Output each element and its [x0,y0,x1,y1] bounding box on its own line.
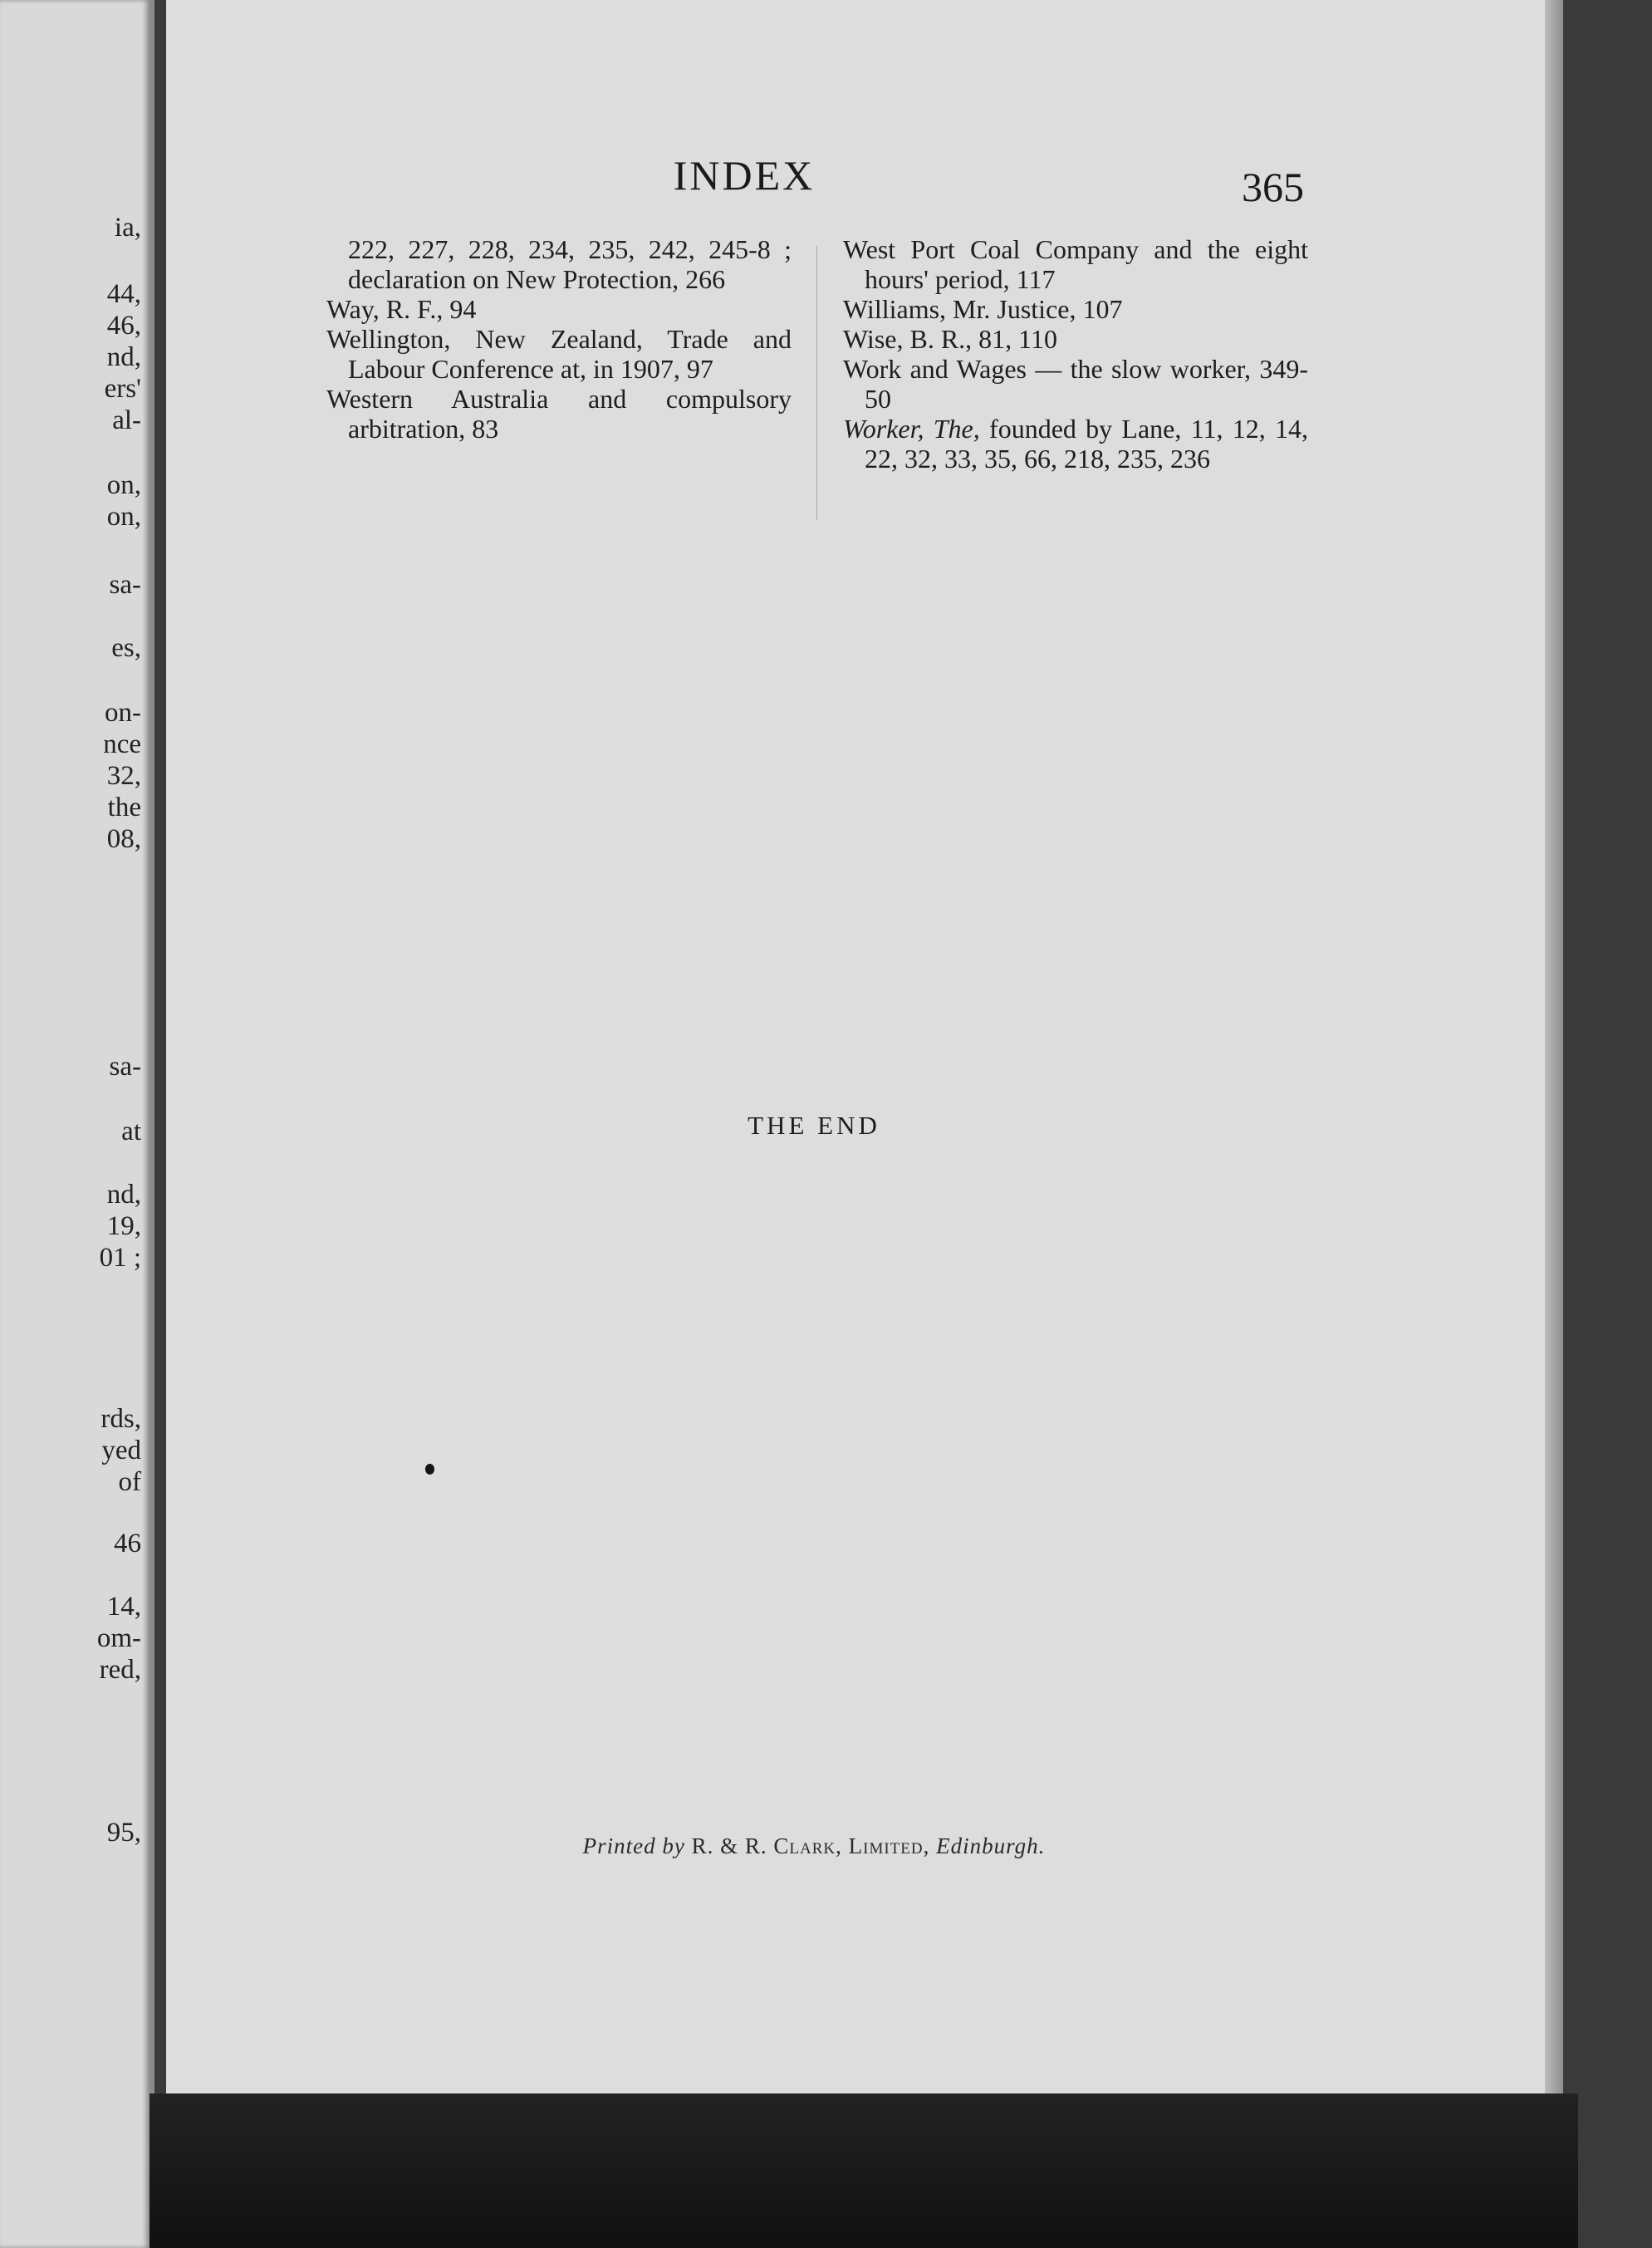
left-page-fragment: sa- [109,570,141,600]
index-entry [843,234,1308,294]
left-page-fragment: 01 ; [99,1243,141,1273]
index-entry [326,324,792,384]
index-entry [326,384,792,444]
left-page-fragment: 46 [114,1529,141,1558]
left-page-fragment: 32, [106,761,141,791]
index-entry [843,354,1308,414]
left-page-fragment: nd, [106,1180,141,1210]
column-rule [816,246,817,520]
index-column-left [326,234,792,444]
index-entry [843,414,1308,474]
index-entry-text: Wellington, New Zealand, Trade and Labour Conference at, in 1907, 97 [326,324,792,384]
index-entry [326,294,792,324]
left-page-fragment: nce [103,729,141,759]
running-head: INDEX [673,152,816,199]
index-entry-text: Work and Wages — the slow worker, 349-50 [843,354,1308,414]
the-end-text: THE END [748,1111,880,1140]
index-entry-text: Way, R. F., 94 [326,294,477,324]
index-entry [843,324,1308,354]
imprint-printed-by: Printed by [582,1833,685,1858]
page-bottom-shadow [150,2093,1578,2248]
left-page-fragment: 19, [106,1211,141,1241]
index-entry [326,234,792,294]
left-page-fragment: yed [101,1436,141,1465]
index-entry-text: 222, 227, 228, 234, 235, 242, 245-8 ; declaration on New Protection, 266 [348,234,792,294]
left-page-fragment: of [118,1467,141,1497]
index-entry-text: Western Australia and compulsory arbitration, 83 [326,384,792,444]
index-entry [843,294,1308,324]
left-page-fragment: al- [112,405,141,435]
page-edge [1545,0,1563,2093]
left-page-fragment: 44, [106,279,141,309]
left-page-fragment: 46, [106,311,141,341]
imprint-city: Edinburgh. [936,1833,1046,1858]
left-page-fragment: rds, [100,1404,141,1434]
index-entry-text: founded by Lane, 11, 12, 14, 22, 32, 33, 35, 66, 218, 235, 236 [865,414,1309,474]
index-entry-text: Wise, B. R., 81, 110 [843,324,1057,354]
left-page-fragment: es, [111,633,141,663]
left-page-fragment: on, [106,502,141,532]
left-page-strip [0,0,154,2248]
left-page-fragment: on- [105,698,141,728]
left-page-fragment: at [121,1117,141,1146]
left-page-fragment: ia, [114,213,141,243]
page-number: 365 [1242,164,1304,210]
index-column-right [843,234,1308,474]
imprint-printer: R. & R. Clark, Limited, [691,1833,930,1858]
left-page-fragment: 08, [106,824,141,854]
ink-dot [425,1464,434,1475]
index-entry-text: West Port Coal Company and the eight hours' period, 117 [843,234,1308,294]
left-page-fragment: red, [99,1655,141,1685]
printer-imprint [399,1833,1229,1859]
left-page-fragment: ers' [104,374,141,404]
left-page-fragment: 14, [106,1592,141,1622]
index-entry-title: Worker, The, [843,414,980,444]
left-page-fragment: om- [96,1623,141,1653]
left-page-fragment: nd, [106,342,141,372]
left-page-fragment: sa- [109,1052,141,1082]
index-entry-text: Williams, Mr. Justice, 107 [843,294,1123,324]
left-page-fragment: on, [106,470,141,500]
left-page-fragment: 95, [106,1818,141,1848]
left-page-fragment: the [107,793,141,822]
